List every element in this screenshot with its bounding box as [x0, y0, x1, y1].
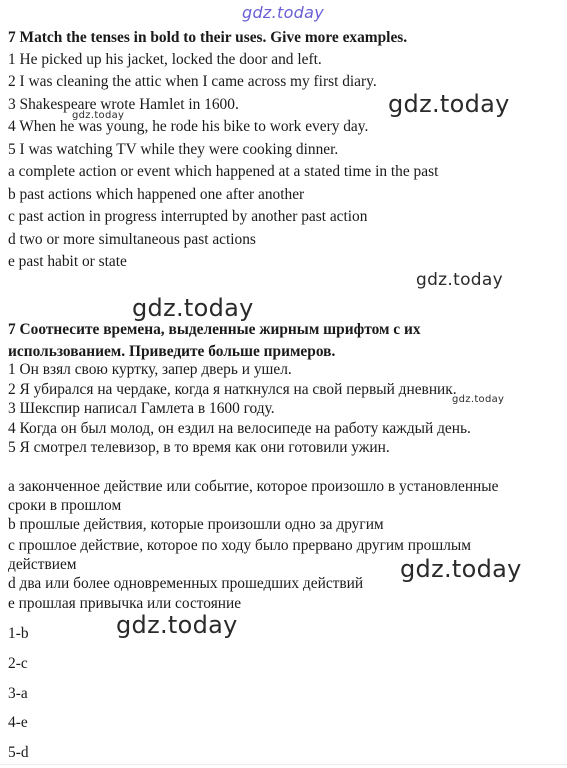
- english-sentence: 5 I was watching TV while they were cooking dinner.: [8, 141, 339, 158]
- russian-use: c прошлое действие, которое по ходу было прервано другим прошлым: [8, 537, 471, 554]
- russian-sentence: 2 Я убирался на чердаке, когда я наткнулся на свой первый дневник.: [8, 381, 457, 398]
- english-use: b past actions which happened one after another: [8, 186, 305, 203]
- russian-heading: 7 Соотнесите времена, выделенные жирным шрифтом с их: [8, 321, 421, 338]
- english-use: a complete action or event which happened at a stated time in the past: [8, 163, 439, 180]
- english-use: d two or more simultaneous past actions: [8, 231, 256, 248]
- answer-item: 4-e: [8, 714, 28, 731]
- answer-item: 1-b: [8, 625, 29, 642]
- russian-sentence: 1 Он взял свою куртку, запер дверь и ушел.: [8, 361, 292, 378]
- watermark-small: gdz.today: [452, 394, 505, 405]
- watermark-large: gdz.today: [400, 555, 522, 583]
- bottom-divider: [0, 764, 567, 765]
- russian-use: e прошлая привычка или состояние: [8, 595, 242, 612]
- watermark-large: gdz.today: [132, 294, 254, 322]
- english-use: c past action in progress interrupted by another past action: [8, 208, 368, 225]
- russian-use: действием: [8, 556, 77, 573]
- russian-sentence: 4 Когда он был молод, он ездил на велосипеде на работу каждый день.: [8, 420, 471, 437]
- english-heading: 7 Match the tenses in bold to their uses. Give more examples.: [8, 29, 408, 46]
- russian-sentence: 5 Я смотрел телевизор, в то время как они готовили ужин.: [8, 439, 390, 456]
- watermark-large: gdz.today: [116, 611, 238, 639]
- russian-use: a законченное действие или событие, которое произошло в установленные: [8, 478, 499, 495]
- watermark-top: gdz.today: [242, 3, 324, 22]
- english-sentence: 2 I was cleaning the attic when I came across my first diary.: [8, 73, 377, 90]
- watermark-large: gdz.today: [388, 90, 510, 118]
- answer-item: 3-a: [8, 685, 28, 702]
- english-sentence: 1 He picked up his jacket, locked the door and left.: [8, 51, 322, 68]
- watermark-medium: gdz.today: [416, 270, 503, 290]
- watermark-small: gdz.today: [72, 110, 125, 121]
- answer-item: 2-c: [8, 655, 28, 672]
- russian-use: b прошлые действия, которые произошли одно за другим: [8, 516, 384, 533]
- english-use: e past habit or state: [8, 253, 127, 270]
- english-sentence: 3 Shakespeare wrote Hamlet in 1600.: [8, 96, 239, 113]
- russian-sentence: 3 Шекспир написал Гамлета в 1600 году.: [8, 400, 275, 417]
- russian-use: сроки в прошлом: [8, 497, 122, 514]
- english-sentence: 4 When he was young, he rode his bike to work every day.: [8, 118, 369, 135]
- russian-heading: использованием. Приведите больше примеров.: [8, 343, 336, 360]
- answer-item: 5-d: [8, 744, 29, 761]
- russian-use: d два или более одновременных прошедших действий: [8, 575, 364, 592]
